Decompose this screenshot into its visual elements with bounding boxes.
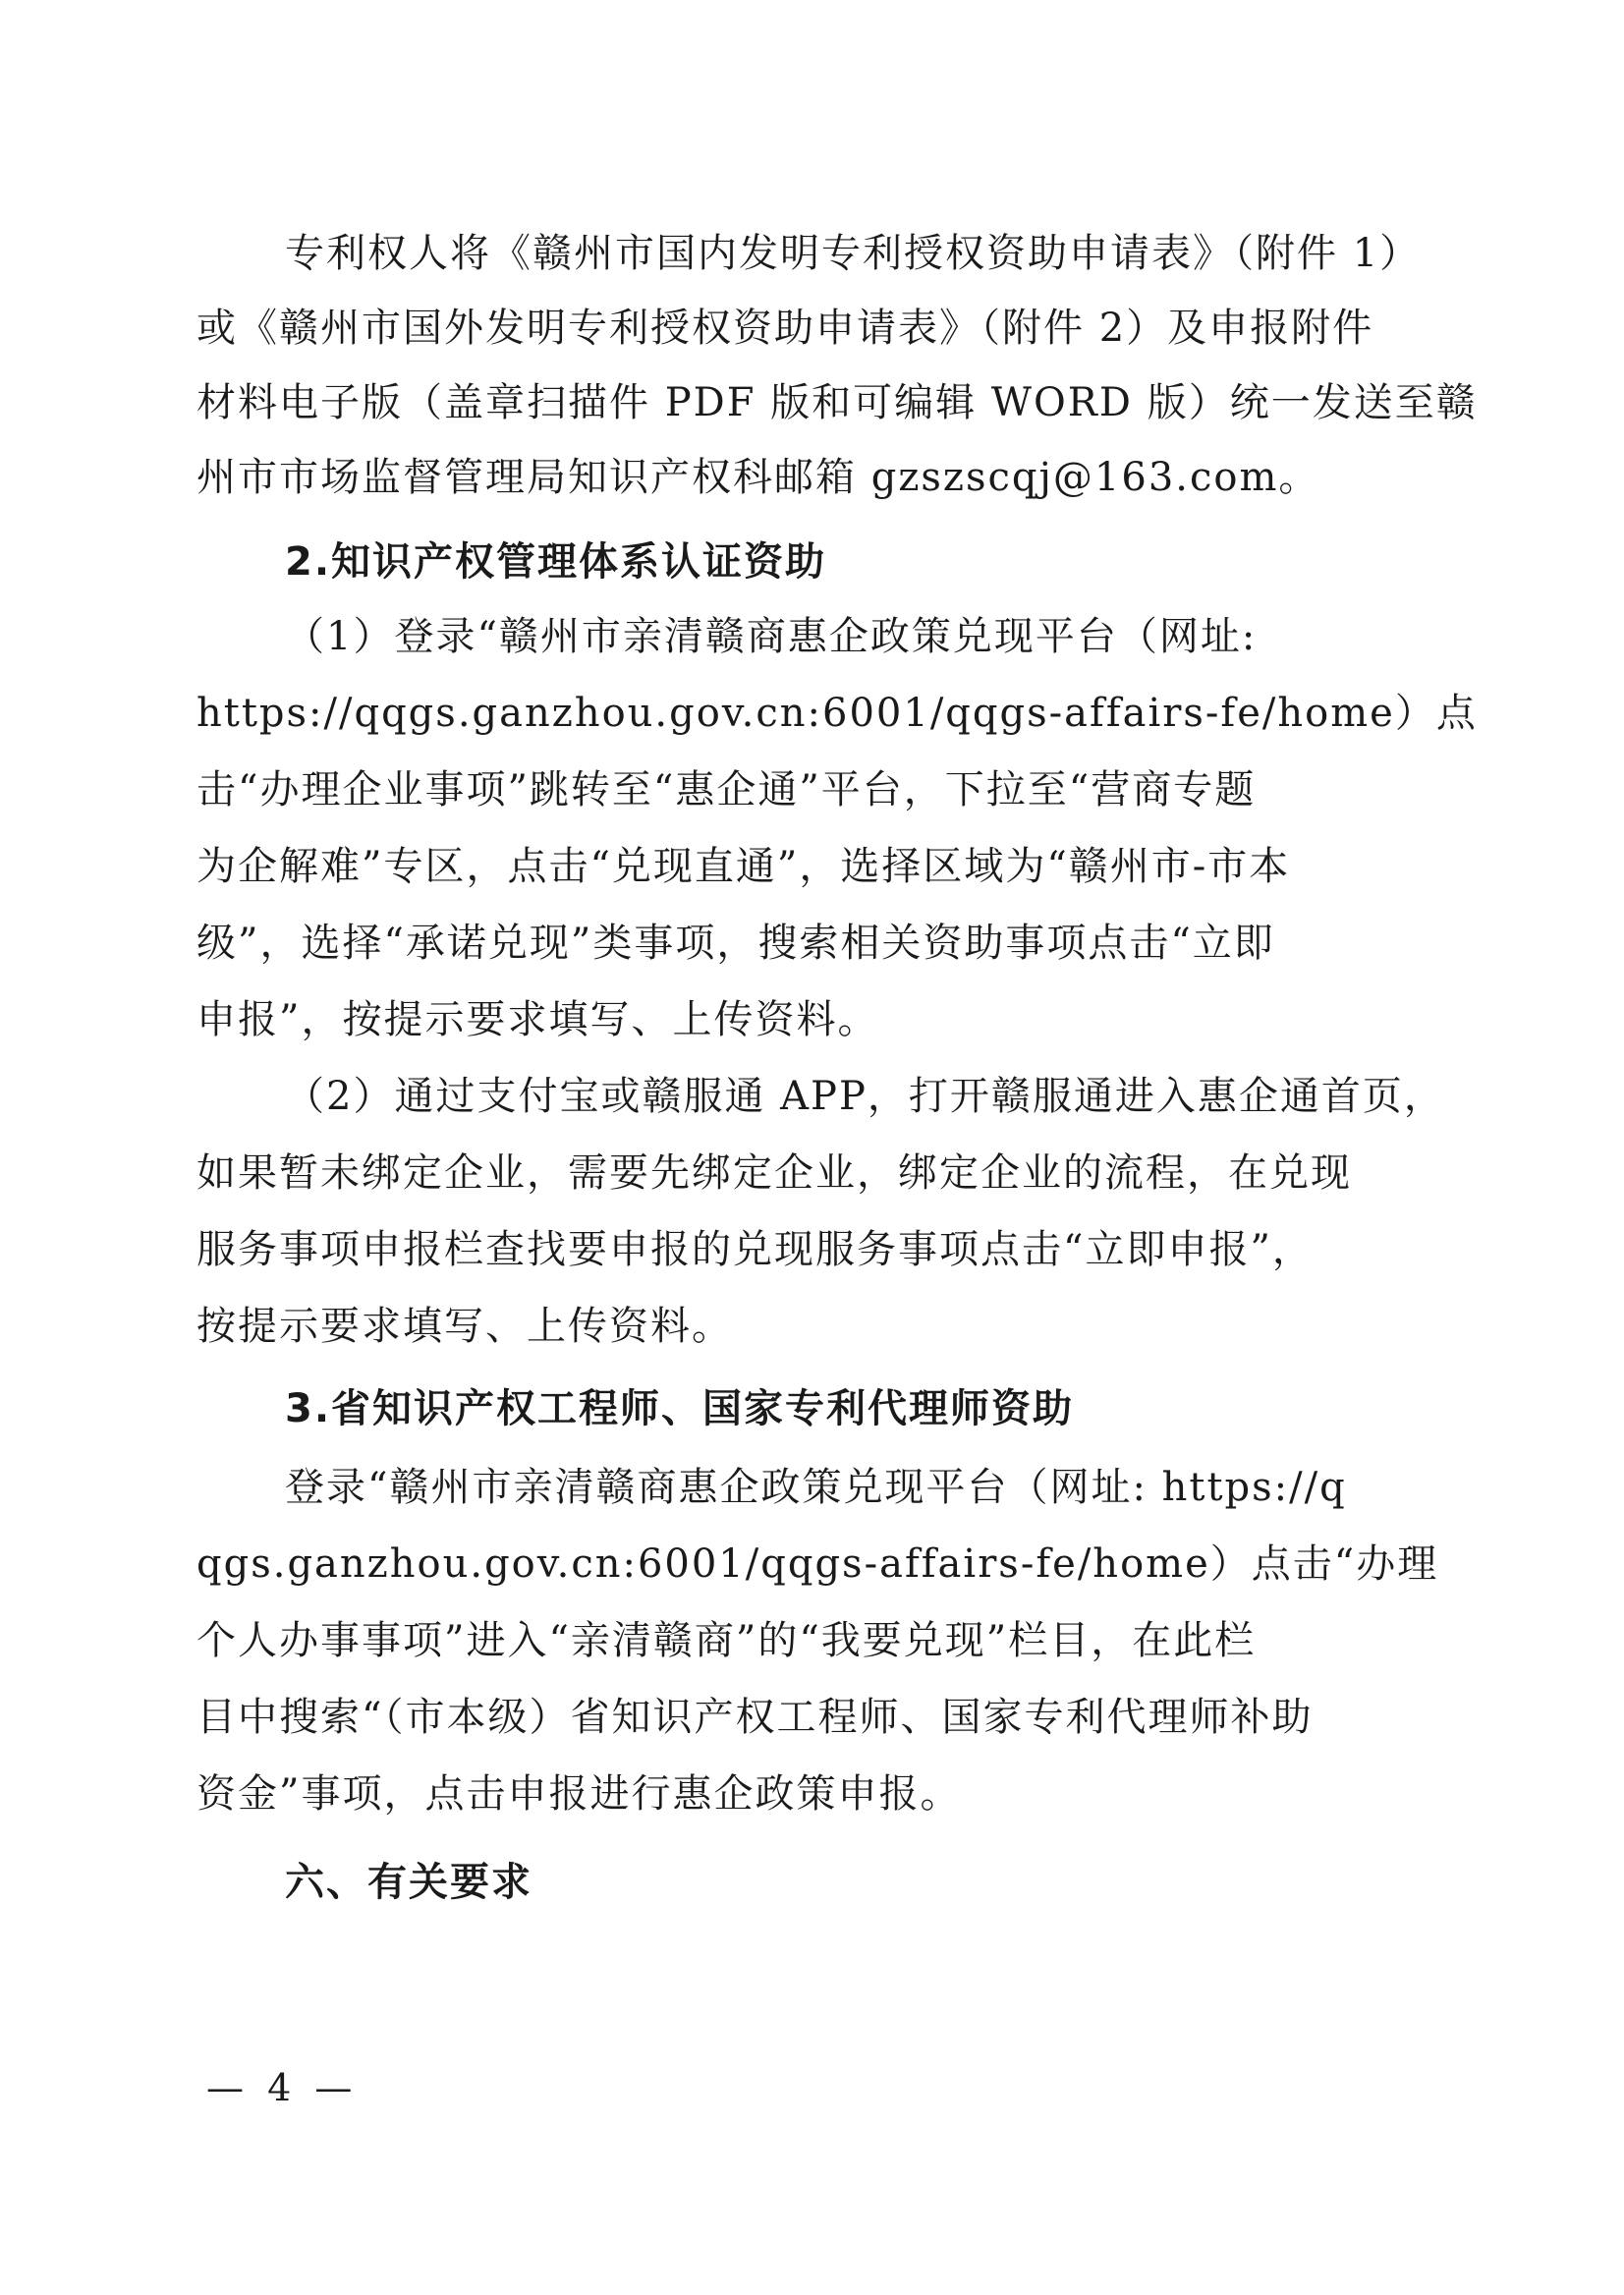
paragraph-line: 目中搜索“（市本级）省知识产权工程师、国家专利代理师补助	[196, 1695, 1314, 1740]
paragraph-line: 申报”，按提示要求填写、上传资料。	[196, 997, 879, 1042]
page-number: — 4 —	[206, 2066, 359, 2109]
paragraph-line: 级”，选择“承诺兑现”类事项，搜索相关资助事项点击“立即	[196, 921, 1275, 966]
paragraph-line: qgs.ganzhou.gov.cn:6001/qqgs-affairs-fe/home）点击“办理	[196, 1541, 1439, 1587]
section-heading: 六、有关要求	[285, 1860, 532, 1905]
paragraph-line: 服务事项申报栏查找要申报的兑现服务事项点击“立即申报”，	[196, 1227, 1314, 1272]
paragraph-line: 资金”事项，点击申报进行惠企政策申报。	[196, 1771, 962, 1817]
paragraph-line: https://qqgs.ganzhou.gov.cn:6001/qqgs-affairs-fe/home）点	[196, 691, 1478, 736]
paragraph-line: 如果暂未绑定企业，需要先绑定企业，绑定企业的流程，在兑现	[196, 1150, 1352, 1196]
paragraph-line: 为企解难”专区，点击“兑现直通”，选择区域为“赣州市-市本	[196, 844, 1291, 889]
paragraph-line: 或《赣州市国外发明专利授权资助申请表》（附件 2）及申报附件	[196, 306, 1374, 351]
paragraph-line: 专利权人将《赣州市国内发明专利授权资助申请表》（附件 1）	[285, 231, 1422, 276]
section-heading: 2.知识产权管理体系认证资助	[285, 539, 827, 585]
paragraph-line: 按提示要求填写、上传资料。	[196, 1304, 733, 1349]
paragraph-line: 登录“赣州市亲清赣商惠企政策兑现平台（网址: https://q	[285, 1465, 1347, 1510]
section-heading: 3.省知识产权工程师、国家专利代理师资助	[285, 1386, 1075, 1431]
paragraph-line: 个人办事事项”进入“亲清赣商”的“我要兑现”栏目，在此栏	[196, 1618, 1257, 1663]
paragraph-line: （1）登录“赣州市亲清赣商惠企政策兑现平台（网址:	[285, 614, 1258, 659]
paragraph-line: （2）通过支付宝或赣服通 APP，打开赣服通进入惠企通首页，	[285, 1074, 1445, 1119]
paragraph-line: 材料电子版（盖章扫描件 PDF 版和可编辑 WORD 版）统一发送至赣	[196, 380, 1478, 425]
paragraph-line: 击“办理企业事项”跳转至“惠企通”平台，下拉至“营商专题	[196, 767, 1257, 812]
paragraph-line: 州市市场监督管理局知识产权科邮箱 gzszscqj@163.com。	[196, 455, 1320, 500]
